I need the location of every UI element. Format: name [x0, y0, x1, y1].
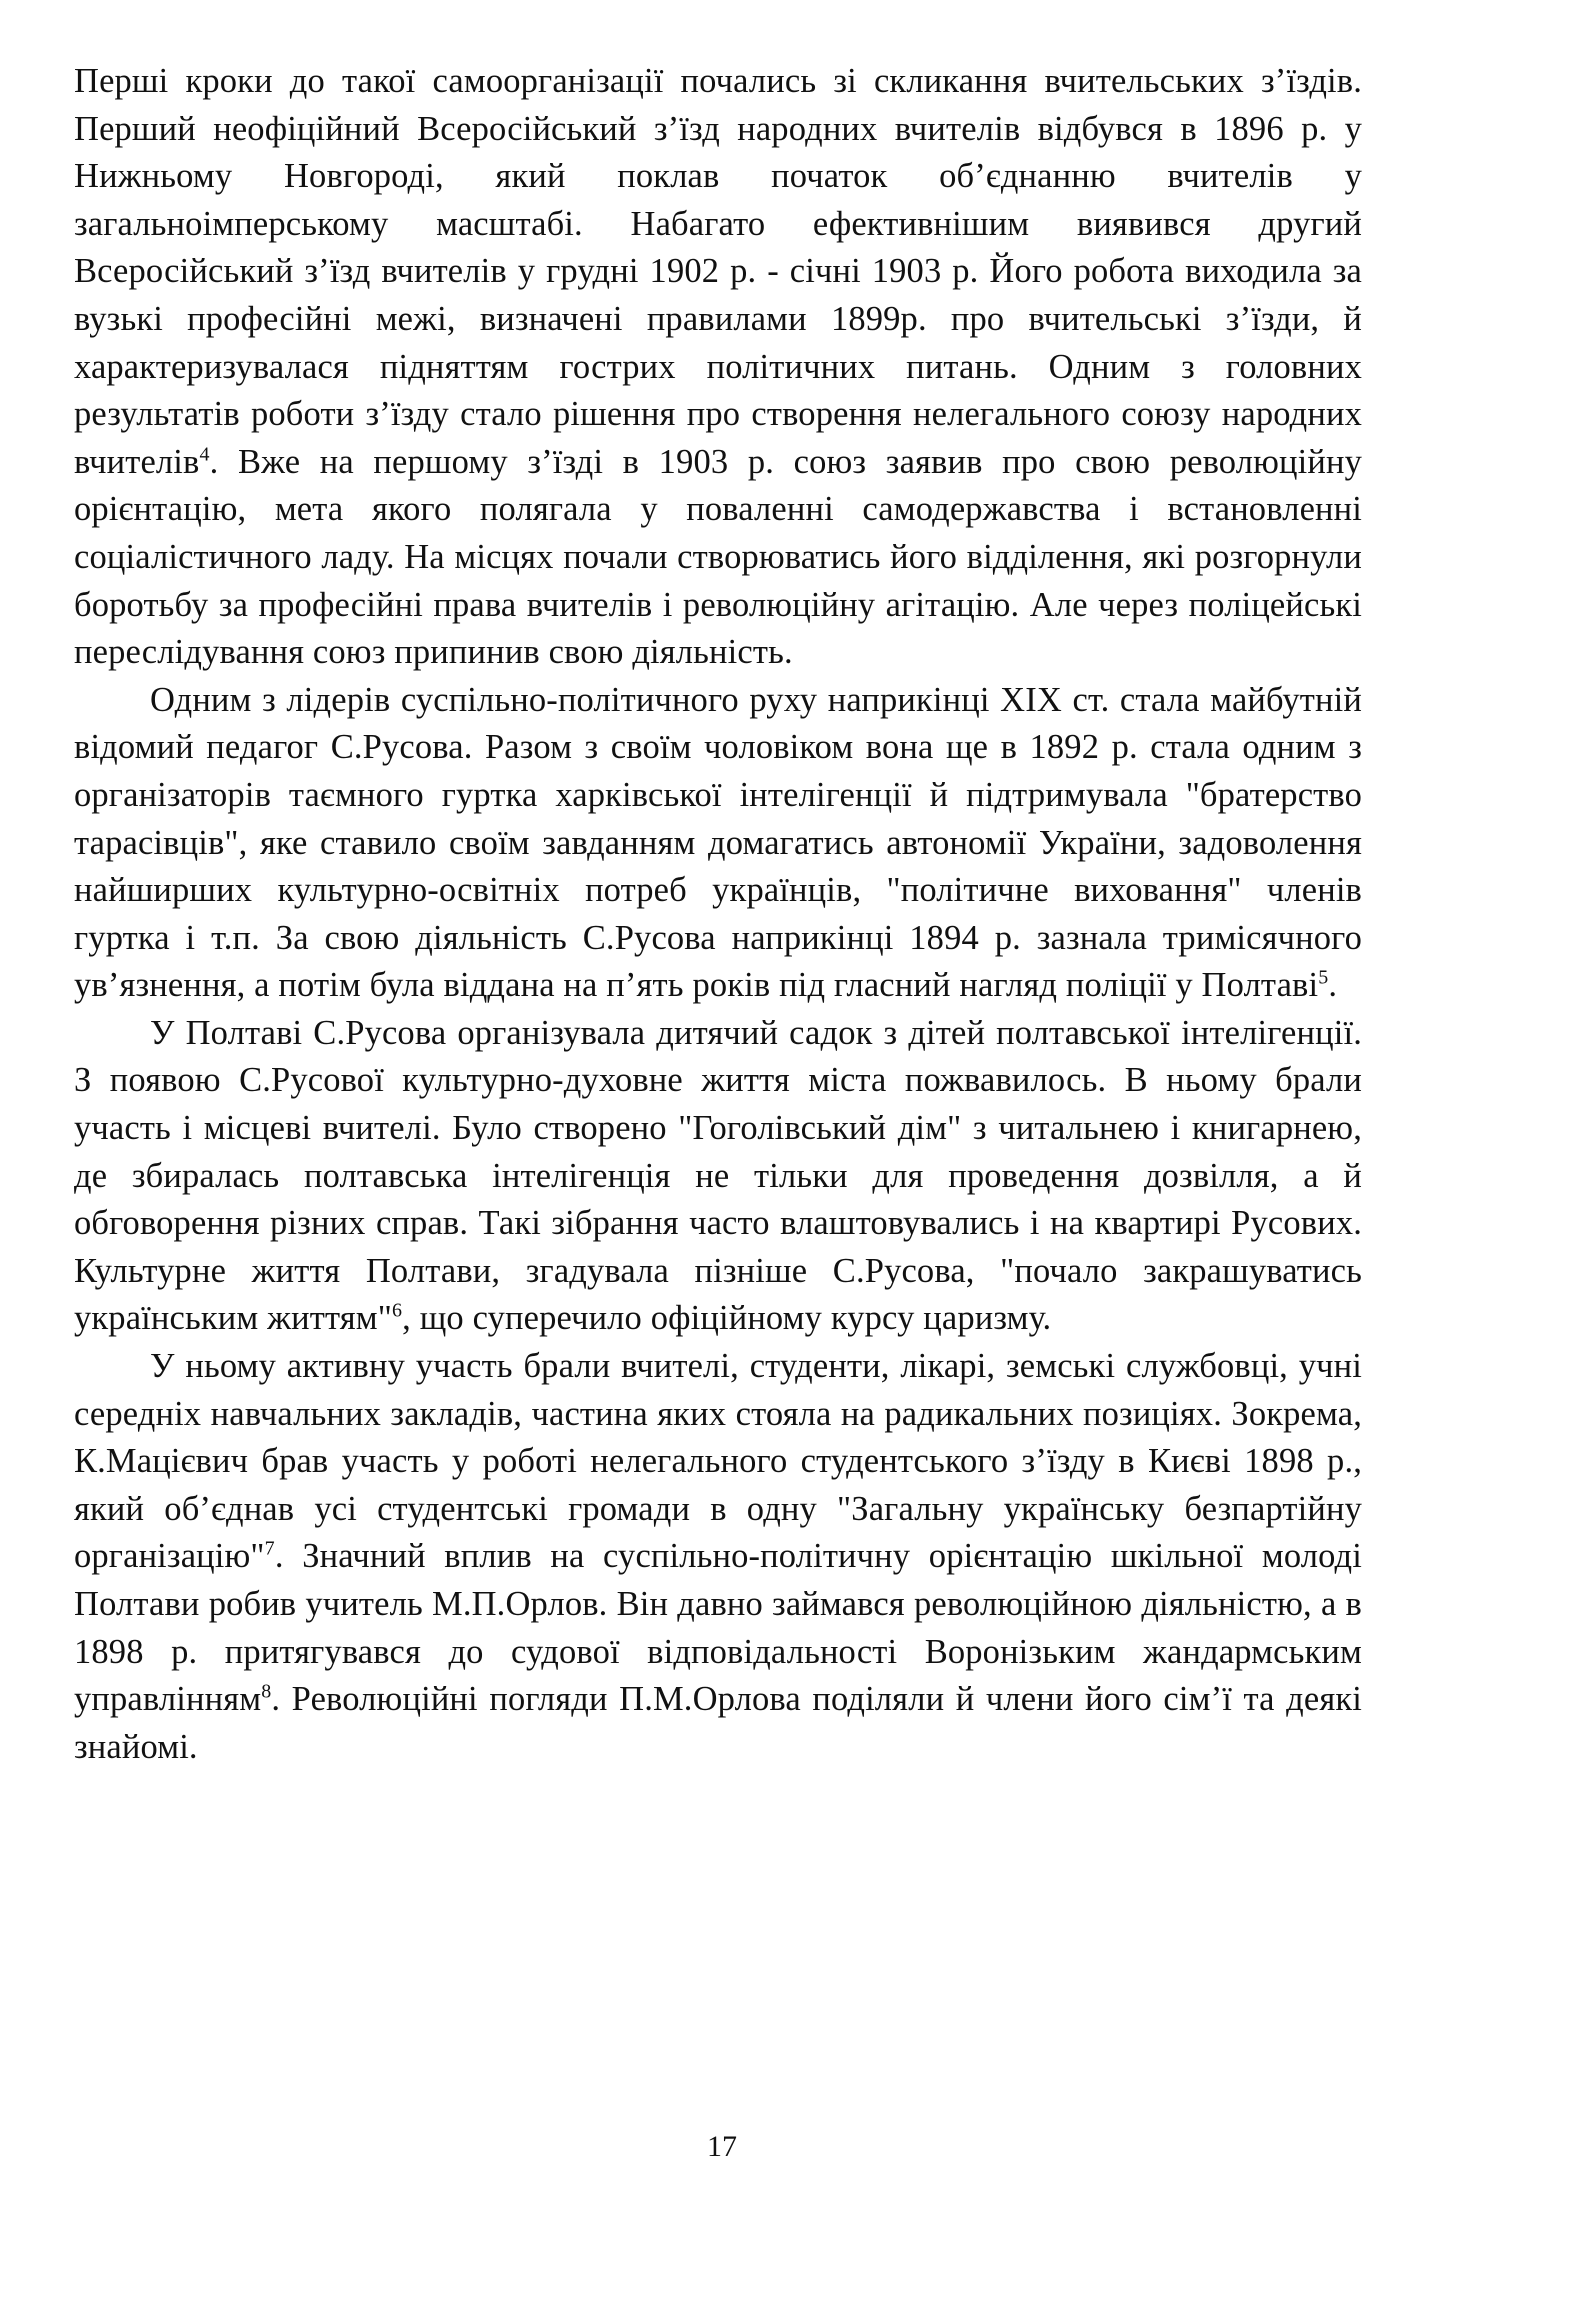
text-run: У Полтаві С.Русова організувала дитячий садок з дітей полтавської інтелігенції. З появою С.Русової культурно-духовне життя міста пожвавилось. В ньому брали участь і місцеві вчителі. Було створено "Гоголівський дім" з читальнею і книгарнею, де збиралась полтавська інтелігенція не тільки для проведення дозвілля, а й обговорення різних справ. Такі зібрання часто влаштовувались і на квартирі Русових. Культурне життя Полтави, згадувала пізніше С.Русова, "почало закрашуватись українським життям" [74, 1013, 1362, 1338]
text-run: Одним з лідерів суспільно-політичного руху наприкінці XIX ст. стала майбутній відомий педагог С.Русова. Разом з своїм чоловіком вона ще в 1892 р. стала одним з організаторів таємного гуртка харківської інтелігенції й підтримувала "братерство тарасівців", яке ставило своїм завданням домагатись автономії України, задоволення найширших культурно-освітніх потреб українців, "політичне виховання" членів гуртка і т.п. За свою діяльність С.Русова наприкінці 1894 р. зазнала тримісячного ув’язнення, а потім була віддана на п’ять років під гласний нагляд поліції у Полтаві [74, 680, 1362, 1005]
text-run: Перші кроки до такої самоорганізації почались зі скликання вчительських з’їздів. Перший неофіційний Всеросійський з’їзд народних вчителів відбувся в 1896 р. у Нижньому Новгороді, який поклав початок об’єднанню вчителів у загальноімперському масштабі. Набагато ефективнішим виявився другий Всеросійський з’їзд вчителів у грудні 1902 р. - січні 1903 р. Його робота виходила за вузькі професійні межі, визначені правилами 1899р. про вчительські з’їзди, й характеризувалася підняттям гострих політичних питань. Одним з головних результатів роботи з’їзду стало рішення про створення нелегального союзу народних вчителів [74, 62, 1362, 481]
paragraph-1 [74, 58, 1362, 677]
footnote-ref: 4 [199, 443, 210, 466]
footnote-ref: 5 [1318, 966, 1329, 989]
text-run: , що суперечило офіційному курсу царизму. [402, 1299, 1052, 1338]
text-run: . [1328, 966, 1338, 1005]
text-run: . Вже на першому з’їзді в 1903 р. союз заявив про свою революційну орієнтацію, мета якого полягала у поваленні самодержавства і встановленні соціалістичного ладу. На місцях почали створюватись його відділення, які розгорнули боротьбу за професійні права вчителів і революційну агітацію. Але через поліцейські переслідування союз припинив свою діяльність. [74, 442, 1362, 672]
body-text [74, 58, 1362, 1771]
text-run: . Значний вплив на суспільно-політичну орієнтацію шкільної молоді Полтави робив учитель М.П.Орлов. Він давно займався революційною діяльністю, а в 1898 р. притягувався до судової відповідальності Воронізьким жандармським управлінням [74, 1537, 1362, 1719]
text-run: У ньому активну участь брали вчителі, студенти, лікарі, земські службовці, учні середніх навчальних закладів, частина яких стояла на радикальних позиціях. Зокрема, К.Мацієвич брав участь у роботі нелегального студентського з’їзду в Києві 1898 р., який об’єднав усі студентські громади в одну "Загальну українську безпартійну організацію" [74, 1347, 1362, 1576]
footnote-ref: 7 [264, 1537, 275, 1560]
paragraph-4 [74, 1343, 1362, 1771]
footnote-ref: 6 [391, 1299, 403, 1322]
footnote-ref: 8 [261, 1680, 272, 1703]
page-number: 17 [707, 2130, 737, 2163]
paragraph-2 [74, 677, 1362, 1010]
text-run: . Революційні погляди П.М.Орлова поділяли й члени його сім’ї та деякі знайомі. [74, 1680, 1362, 1766]
paragraph-3 [74, 1010, 1362, 1343]
